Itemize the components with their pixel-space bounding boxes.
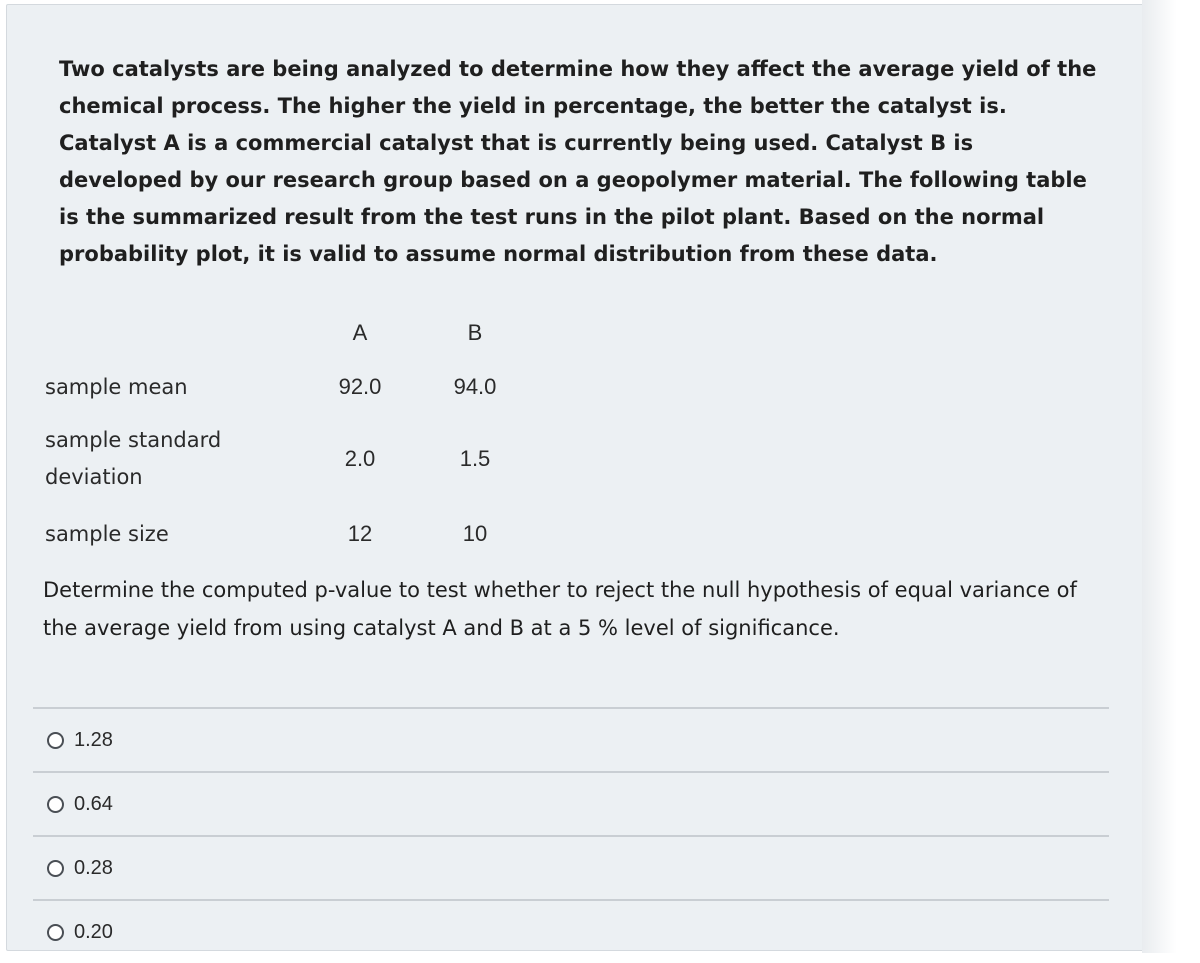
cell-b-sample-size: 10	[462, 521, 488, 546]
answer-options	[33, 707, 1109, 963]
option-label: 1.28	[74, 728, 113, 751]
answer-option-1[interactable]	[33, 709, 1109, 771]
row-label-sample-mean: sample mean	[45, 374, 188, 399]
table-row	[45, 413, 535, 505]
table-header-a: A	[352, 320, 368, 345]
table-header-b: B	[467, 320, 483, 345]
cell-a-sample-size: 12	[347, 521, 373, 546]
option-label: 0.20	[74, 920, 113, 943]
problem-intro: Two catalysts are being analyzed to determine how they affect the average yield of the chemical process. The higher the yield in percentage, the better the catalyst is. Catalyst A is a commercial catalyst that is currently being used. Catalyst B is developed by our research group based on a geopolymer material. The following table is the summarized result from the test runs in the pilot plant. Based on the normal probability plot, it is valid to assume normal distribution from these data.	[59, 57, 1097, 266]
row-label-sample-std-dev: sample standard deviation	[45, 428, 222, 489]
question-prompt: Determine the computed p-value to test whether to reject the null hypothesis of equal variance of the average yield from using catalyst A and B at a 5 % level of significance.	[43, 578, 1077, 640]
answer-option-3[interactable]	[33, 837, 1109, 899]
cell-b-sample-std-dev: 1.5	[459, 446, 491, 471]
stats-table	[45, 305, 535, 563]
radio-button[interactable]	[47, 796, 64, 813]
radio-button[interactable]	[47, 860, 64, 877]
page-edge-shade	[1142, 0, 1200, 953]
table-header-blank	[45, 305, 295, 361]
cell-a-sample-mean: 92.0	[338, 374, 382, 399]
row-label-sample-size: sample size	[45, 521, 169, 546]
answer-option-2[interactable]	[33, 773, 1109, 835]
option-label: 0.64	[74, 792, 113, 815]
question-card	[6, 4, 1144, 951]
radio-button[interactable]	[47, 924, 64, 941]
cell-a-sample-std-dev: 2.0	[344, 446, 376, 471]
table-row	[45, 361, 535, 413]
cell-b-sample-mean: 94.0	[453, 374, 497, 399]
radio-button[interactable]	[47, 732, 64, 749]
option-label: 0.28	[74, 856, 113, 879]
table-row	[45, 505, 535, 563]
answer-option-4[interactable]	[33, 901, 1109, 963]
table-header-row	[45, 305, 535, 361]
